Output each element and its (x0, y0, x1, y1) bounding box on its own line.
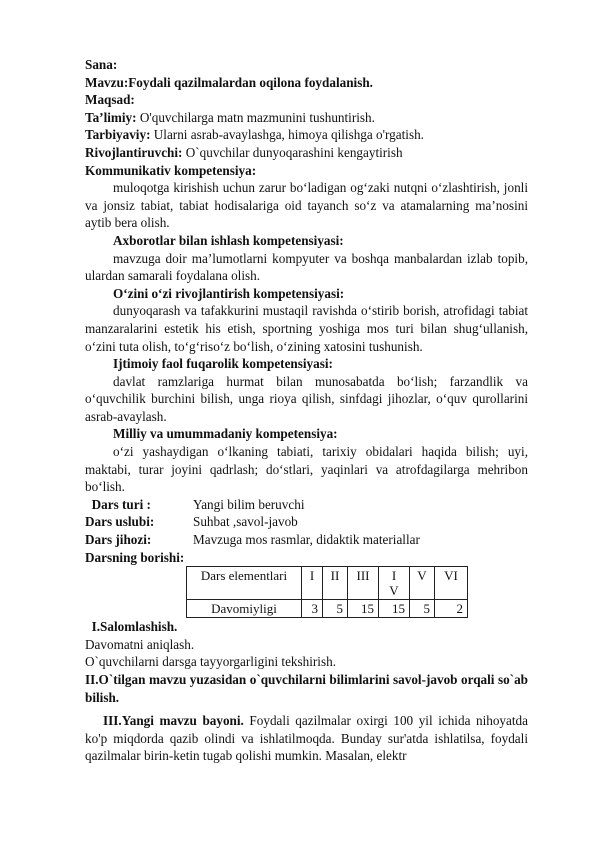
developmental-goal (85, 144, 528, 162)
upbringing-goal-label: Tarbiyaviy: (85, 127, 151, 143)
civic-competence-text: davlat ramzlariga hurmat bilan munosabatda bo‘lish; farzandlik va o‘quvchilik burchini bilish, unga rioya qilish, sinfdagi jihozlar, o‘quv qurollarini asrab-avaylash. (85, 373, 528, 424)
table-cell: 3 (302, 600, 323, 618)
new-topic-section (85, 712, 528, 765)
developmental-goal-label: Rivojlantiruvchi: (85, 144, 183, 160)
lesson-type-label: Dars turi : (85, 496, 151, 512)
table-cell: 5 (323, 600, 348, 618)
table-row (187, 567, 468, 600)
self-development-competence-title: O‘zini o‘zi rivojlantirish kompetensiyasi: (113, 285, 345, 301)
lesson-progress-title: Darsning borishi: (85, 549, 185, 565)
table-cell: 5 (410, 600, 435, 618)
lesson-equipment-value: Mavzuga mos rasmlar, didaktik materiallar (193, 532, 420, 548)
lesson-type-value: Yangi bilim beruvchi (193, 496, 305, 512)
self-development-competence-text: dunyoqarash va tafakkurini mustaqil ravishda o‘stirib borish, atrofidagi tabiat manzaralarini estetik his etish, sportning yoshiga mos turi bilan shug‘ullanish, o‘zini tuta olish, to‘g‘riso‘z bo‘lish, o‘zining xatosini tushunish. (85, 303, 528, 354)
communicative-competence-title: Kommunikativ kompetensiya: (85, 162, 257, 178)
date-label: Sana: (85, 57, 118, 72)
educational-goal (85, 109, 528, 127)
new-topic-title: III.Yangi mavzu bayoni. (103, 713, 244, 729)
table-cell: VI (435, 567, 468, 600)
cultural-competence-text: o‘zi yashaydigan o‘lkaning tabiati, tarixiy obidalari haqida bilish; uyi, maktabi, turar joyini qadrlash; do‘stlari, yaqinlari va atrofdagilarga mehribon bo‘lish. (85, 444, 528, 495)
lesson-method-label: Dars uslubi: (85, 514, 155, 530)
information-competence-text: mavzuga doir ma’lumotlarni kompyuter va boshqa manbalardan izlab topib, ulardan samarali foydalana olish. (85, 250, 528, 284)
table-cell: Davomiyligi (187, 600, 302, 618)
table-cell: 15 (379, 600, 410, 618)
lesson-schedule-table (186, 566, 468, 618)
lesson-equipment-row (85, 531, 528, 549)
table-row (187, 600, 468, 618)
table-cell: III (348, 567, 379, 600)
information-competence-title: Axborotlar bilan ishlash kompetensiyasi: (113, 232, 344, 248)
table-cell: I V (379, 567, 410, 600)
cultural-competence-title: Milliy va umummadaniy kompetensiya: (113, 426, 338, 442)
document-page (85, 56, 528, 765)
upbringing-goal (85, 126, 528, 144)
lesson-method-value: Suhbat ,savol-javob (193, 514, 298, 530)
civic-competence-title: Ijtimoiy faol fuqarolik kompetensiyasi: (113, 356, 333, 372)
upbringing-goal-text: Ularni asrab-avaylashga, himoya qilishga o'rgatish. (150, 127, 424, 143)
lesson-type-row (85, 496, 528, 514)
table-cell: 2 (435, 600, 468, 618)
readiness-text: O`quvchilarni darsga tayyorgarligini tekshirish. (85, 654, 336, 670)
topic: Mavzu:Foydali qazilmalardan oqilona foydalanish. (85, 74, 373, 90)
table-cell: I (302, 567, 323, 600)
educational-goal-label: Ta’limiy: (85, 109, 137, 125)
educational-goal-text: O'quvchilarga matn mazmunini tushuntirish. (136, 109, 375, 125)
table-cell: V (410, 567, 435, 600)
new-topic-text: Foydali qazilmalar oxirgi 100 yil ichida nihoyatda ko'p miqdorda qazib olindi va ishlatilmoqda. Bunday sur'atda ishlatilsa, foydali qazilmalar birin-ketin tugab qolishi mumkin. Masalan, elektr (85, 713, 528, 764)
communicative-competence-text: muloqotga kirishish uchun zarur bo‘ladigan og‘zaki nutqni o‘zlashtirish, jonli va jonsiz tabiat, tabiat hodisalariga oid tayanch so‘z va atamalarning ma’nosini aytib bera olish. (85, 180, 528, 231)
table-cell: II (323, 567, 348, 600)
review-section: II.O`tilgan mavzu yuzasidan o`quvchilarni bilimlarini savol-javob orqali so`ab bilish. (85, 672, 528, 705)
greeting-section: I.Salomlashish. (85, 619, 178, 635)
table-cell: Dars elementlari (187, 567, 302, 600)
goal-label: Maqsad: (85, 92, 135, 108)
developmental-goal-text: O`quvchilar dunyoqarashini kengaytirish (182, 144, 403, 160)
lesson-equipment-label: Dars jihozi: (85, 532, 152, 548)
attendance-text: Davomatni aniqlash. (85, 636, 195, 652)
lesson-method-row (85, 513, 528, 531)
table-cell: 15 (348, 600, 379, 618)
